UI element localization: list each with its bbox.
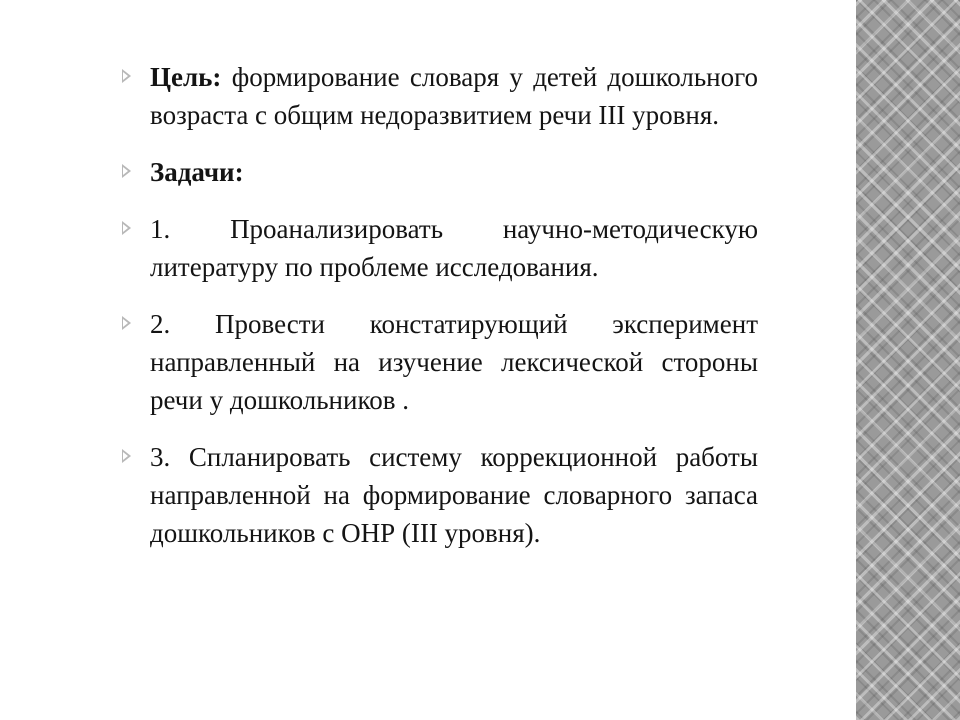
task-item-1 <box>122 210 758 286</box>
tasks-heading-item <box>122 153 758 191</box>
triangle-bullet-icon <box>122 449 131 463</box>
triangle-bullet-icon <box>122 164 131 178</box>
goal-label: Цель: <box>150 62 222 92</box>
tasks-heading: Задачи: <box>150 157 244 187</box>
task-text: 2. Провести констатирующий эксперимент направленный на изучение лексической стороны речи у дошкольников . <box>150 309 758 415</box>
task-item-3 <box>122 438 758 552</box>
slide-content <box>122 58 758 571</box>
triangle-bullet-icon <box>122 221 131 235</box>
triangle-bullet-icon <box>122 316 131 330</box>
goal-item <box>122 58 758 134</box>
decorative-side-pattern <box>856 0 960 720</box>
task-item-2 <box>122 305 758 419</box>
triangle-bullet-icon <box>122 69 131 83</box>
goal-text: формирование словаря у детей дошкольного возраста с общим недоразвитием речи III уровня. <box>150 62 758 130</box>
task-text: 1. Проанализировать научно-методическую литературу по проблеме исследования. <box>150 214 758 282</box>
task-text: 3. Спланировать систему коррекционной работы направленной на формирование словарного запаса дошкольников с ОНР (III уровня). <box>150 442 758 548</box>
